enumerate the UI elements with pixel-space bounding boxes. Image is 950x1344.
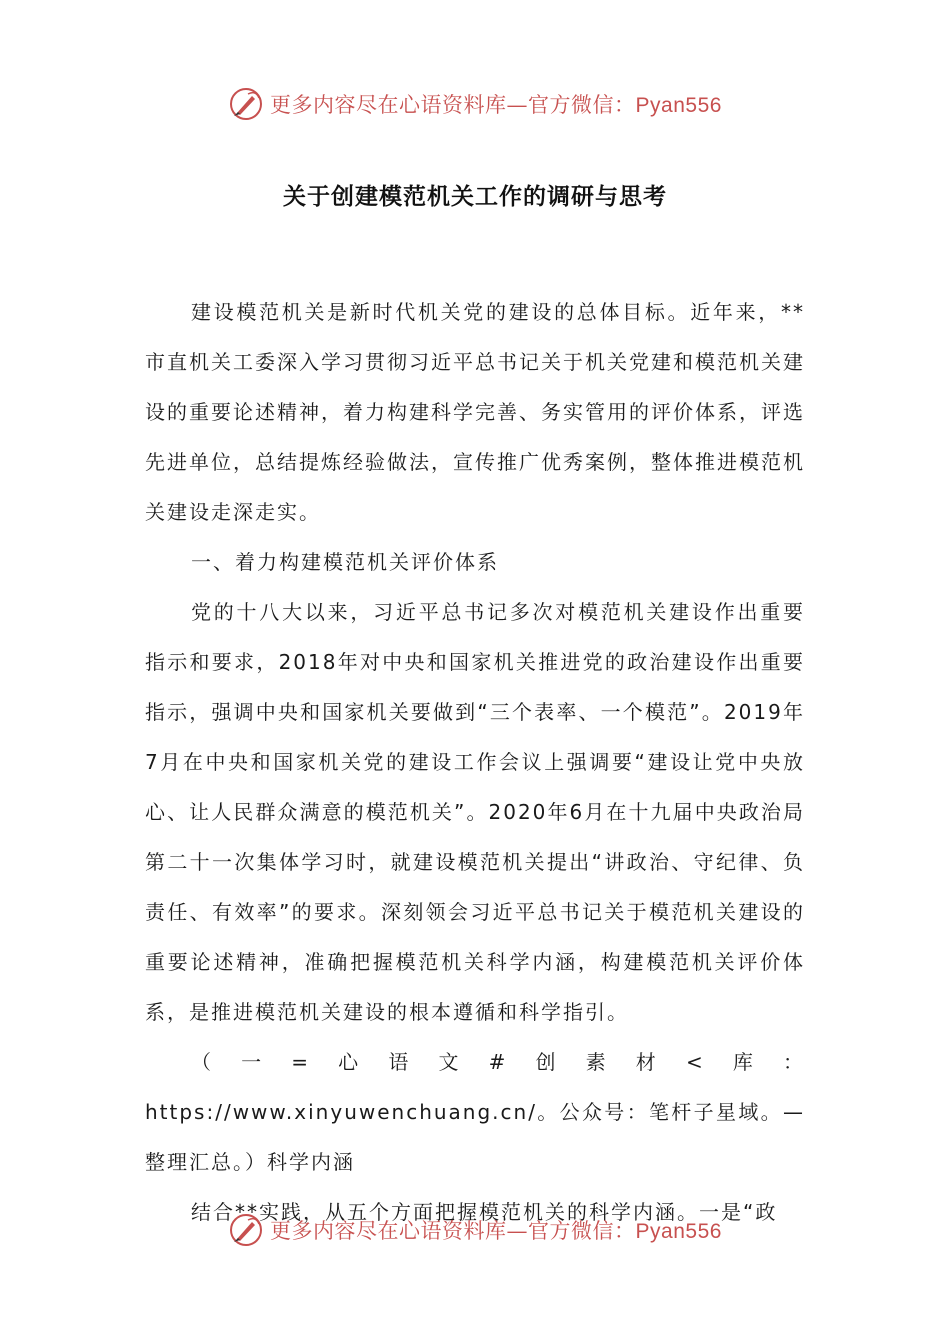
document-body xyxy=(145,287,805,1237)
pen-logo-icon xyxy=(228,1212,264,1248)
watermark-text: 更多内容尽在心语资料库—官方微信：Pyan556 xyxy=(270,1219,722,1243)
watermark-banner-bottom xyxy=(0,1208,950,1252)
paragraph-connotation: 结合**实践，从五个方面把握模范机关的科学内涵。一是“政 xyxy=(191,1200,778,1224)
watermark-text: 更多内容尽在心语资料库—官方微信：Pyan556 xyxy=(270,93,722,117)
pen-logo-icon xyxy=(228,86,264,122)
paragraph-background: 党的十八大以来，习近平总书记多次对模范机关建设作出重要指示和要求，2018年对中央和国家机关推进党的政治建设作出重要指示，强调中央和国家机关要做到“三个表率、一个模范”。2019年7月在中央和国家机关党的建设工作会议上强调要“建设让党中央放心、让人民群众满意的模范机关”。2020年6月在十九届中央政治局第二十一次集体学习时，就建设模范机关提出“讲政治、守纪律、负责任、有效率”的要求。深刻领会习近平总书记关于模范机关建设的重要论述精神，准确把握模范机关科学内涵，构建模范机关评价体系，是推进模范机关建设的根本遵循和科学指引。 xyxy=(145,600,805,1024)
document-title: 关于创建模范机关工作的调研与思考 xyxy=(283,184,667,210)
watermark-banner-top xyxy=(0,82,950,126)
subsection-heading-1: （一=心语文#创素材<库：https://www.xinyuwenchuang.cn/。公众号：笔杆子星域。—整理汇总。）科学内涵 xyxy=(145,1050,805,1174)
paragraph-intro: 建设模范机关是新时代机关党的建设的总体目标。近年来，**市直机关工委深入学习贯彻习近平总书记关于机关党建和模范机关建设的重要论述精神，着力构建科学完善、务实管用的评价体系，评选先进单位，总结提炼经验做法，宣传推广优秀案例，整体推进模范机关建设走深走实。 xyxy=(145,300,805,524)
section-heading-1: 一、着力构建模范机关评价体系 xyxy=(191,550,499,574)
